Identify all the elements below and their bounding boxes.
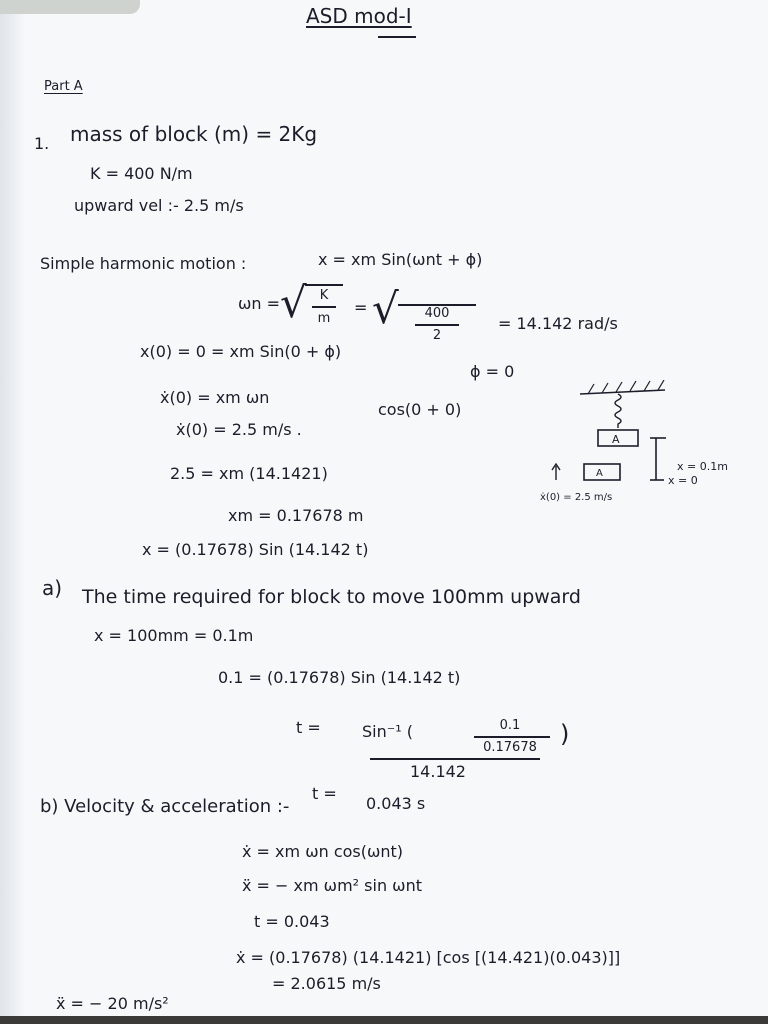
initial-velocity-label: ẋ(0) = 2.5 m/s (540, 492, 613, 503)
up-arrow-icon (552, 464, 560, 480)
displacement-label: x = 0.1m (677, 460, 728, 473)
wn-400: 400 (424, 306, 450, 321)
part-a-label: a) (42, 576, 63, 600)
mass-given: mass of block (m) = 2Kg (70, 122, 318, 146)
shm-heading: Simple harmonic motion : (40, 254, 247, 273)
arcsin-term: Sin⁻¹ ( (362, 722, 413, 741)
acceleration-equation: ẍ = − xm ωm² sin ωnt (242, 876, 422, 895)
zero-label: x = 0 (668, 474, 698, 487)
initial-position: x(0) = 0 = xm Sin(0 + ϕ) (140, 342, 342, 361)
initial-velocity: ẋ(0) = 2.5 m/s . (176, 420, 302, 439)
displacement-value: x = 100mm = 0.1m (94, 626, 254, 645)
time-fraction-bar (370, 758, 540, 760)
part-b-heading: b) Velocity & acceleration :- (40, 796, 290, 817)
closing-paren: ) (560, 720, 570, 748)
wn-k: K (319, 288, 329, 303)
velocity-result: = 2.0615 m/s (272, 974, 381, 993)
question-number: 1. (34, 134, 50, 153)
time-result-label: t = (312, 784, 337, 803)
ratio-numerator: 0.1 (499, 718, 521, 733)
acceleration-result: ẍ = − 20 m/s² (56, 994, 169, 1013)
shm-equation: x = xm Sin(ωnt + ϕ) (318, 250, 483, 269)
wn-result: = 14.142 rad/s (498, 314, 618, 333)
velocity-expression: ẋ(0) = xm ωn (160, 388, 270, 407)
part-a-question: The time required for block to move 100mm upward (82, 586, 581, 608)
block-a-label-top: A (612, 433, 620, 446)
phase-result: ϕ = 0 (470, 362, 515, 381)
spring-icon (615, 394, 621, 428)
title-underline (378, 36, 416, 38)
time-label: t = (296, 718, 321, 737)
time-result: 0.043 s (366, 794, 426, 813)
sqrt-sign-1: √ (280, 278, 307, 327)
wn-2: 2 (432, 328, 442, 343)
velocity-given: upward vel :- 2.5 m/s (74, 196, 244, 215)
velocity-equation: ẋ = xm ωn cos(ωnt) (242, 842, 404, 861)
sine-equation: 0.1 = (0.17678) Sin (14.142 t) (218, 668, 461, 687)
amplitude-result: xm = 0.17678 m (228, 506, 364, 525)
amplitude-equation: 2.5 = xm (14.1421) (170, 464, 328, 483)
part-label: Part A (44, 79, 83, 94)
cosine-term: cos(0 + 0) (378, 400, 462, 419)
ratio-denominator: 0.17678 (483, 740, 537, 755)
block-a-label-bottom: A (596, 468, 603, 479)
time-denominator: 14.142 (410, 762, 466, 781)
page-corner (0, 0, 140, 14)
sqrt-sign-2: √ (372, 284, 399, 333)
spring-block-diagram (540, 380, 768, 510)
wn-m: m (317, 311, 331, 326)
stiffness-given: K = 400 N/m (90, 164, 193, 183)
position-equation: x = (0.17678) Sin (14.142 t) (142, 540, 369, 559)
equals-sign-1: = (354, 298, 368, 317)
time-substitution: t = 0.043 (254, 912, 330, 931)
page-bottom-edge (0, 1016, 768, 1024)
velocity-substitution: ẋ = (0.17678) (14.1421) [cos [(14.421)(0.043)]] (236, 948, 621, 967)
page-title: ASD mod-I (306, 4, 412, 28)
page-shadow (0, 0, 26, 1024)
ceiling-line (580, 390, 665, 394)
wn-label: ωn = (238, 294, 281, 313)
